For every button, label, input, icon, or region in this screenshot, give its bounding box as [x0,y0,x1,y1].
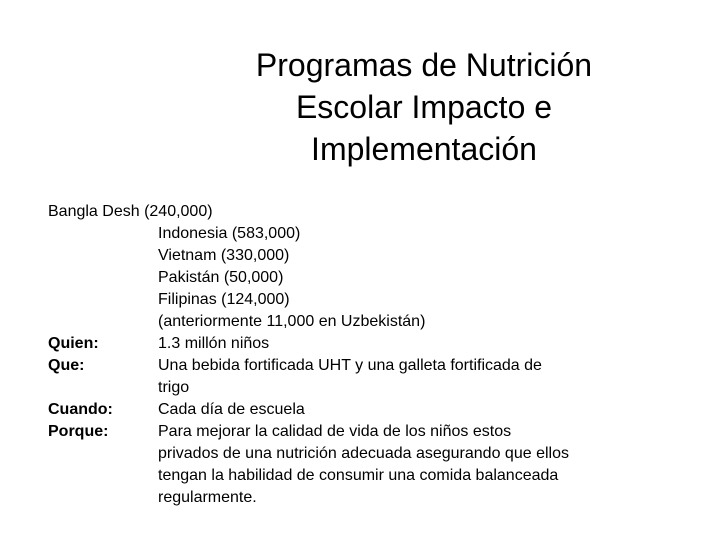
title-line-3: Implementación [311,131,537,167]
country-note-uzbekistan: (anteriormente 11,000 en Uzbekistán) [158,313,426,330]
country-line [48,289,708,311]
cuando-row [48,399,708,421]
country-filipinas: Filipinas (124,000) [158,291,290,308]
porque-value-line-4: regularmente. [158,489,257,506]
porque-row-continued [48,465,708,487]
quien-row [48,333,708,355]
country-line [48,267,708,289]
porque-row-continued [48,487,708,509]
porque-row-continued [48,443,708,465]
country-bangladesh: Bangla Desh (240,000) [48,203,213,220]
que-label: Que: [48,357,85,374]
que-value-line-1: Una bebida fortificada UHT y una galleta fortificada de [158,357,542,374]
que-row [48,355,708,377]
slide-title [228,44,620,170]
porque-value-line-1: Para mejorar la calidad de vida de los niños estos [158,423,512,440]
porque-row [48,421,708,443]
title-line-2: Escolar Impacto e [295,89,553,125]
quien-value: 1.3 millón niños [158,335,270,352]
country-pakistan: Pakistán (50,000) [158,269,284,286]
title-line-1: Programas de Nutrición [255,47,593,83]
cuando-value: Cada día de escuela [158,401,305,418]
porque-value-line-2: privados de una nutrición adecuada asegurando que ellos [158,445,569,462]
porque-value-line-3: tengan la habilidad de consumir una comida balanceada [158,467,559,484]
cuando-label: Cuando: [48,401,113,418]
country-line [48,311,708,333]
slide-body [48,201,708,509]
country-line [48,245,708,267]
country-line [48,201,708,223]
quien-label: Quien: [48,335,99,352]
que-value-line-2: trigo [158,379,190,396]
country-vietnam: Vietnam (330,000) [158,247,290,264]
country-line [48,223,708,245]
country-indonesia: Indonesia (583,000) [158,225,301,242]
porque-label: Porque: [48,423,109,440]
que-row-continued [48,377,708,399]
